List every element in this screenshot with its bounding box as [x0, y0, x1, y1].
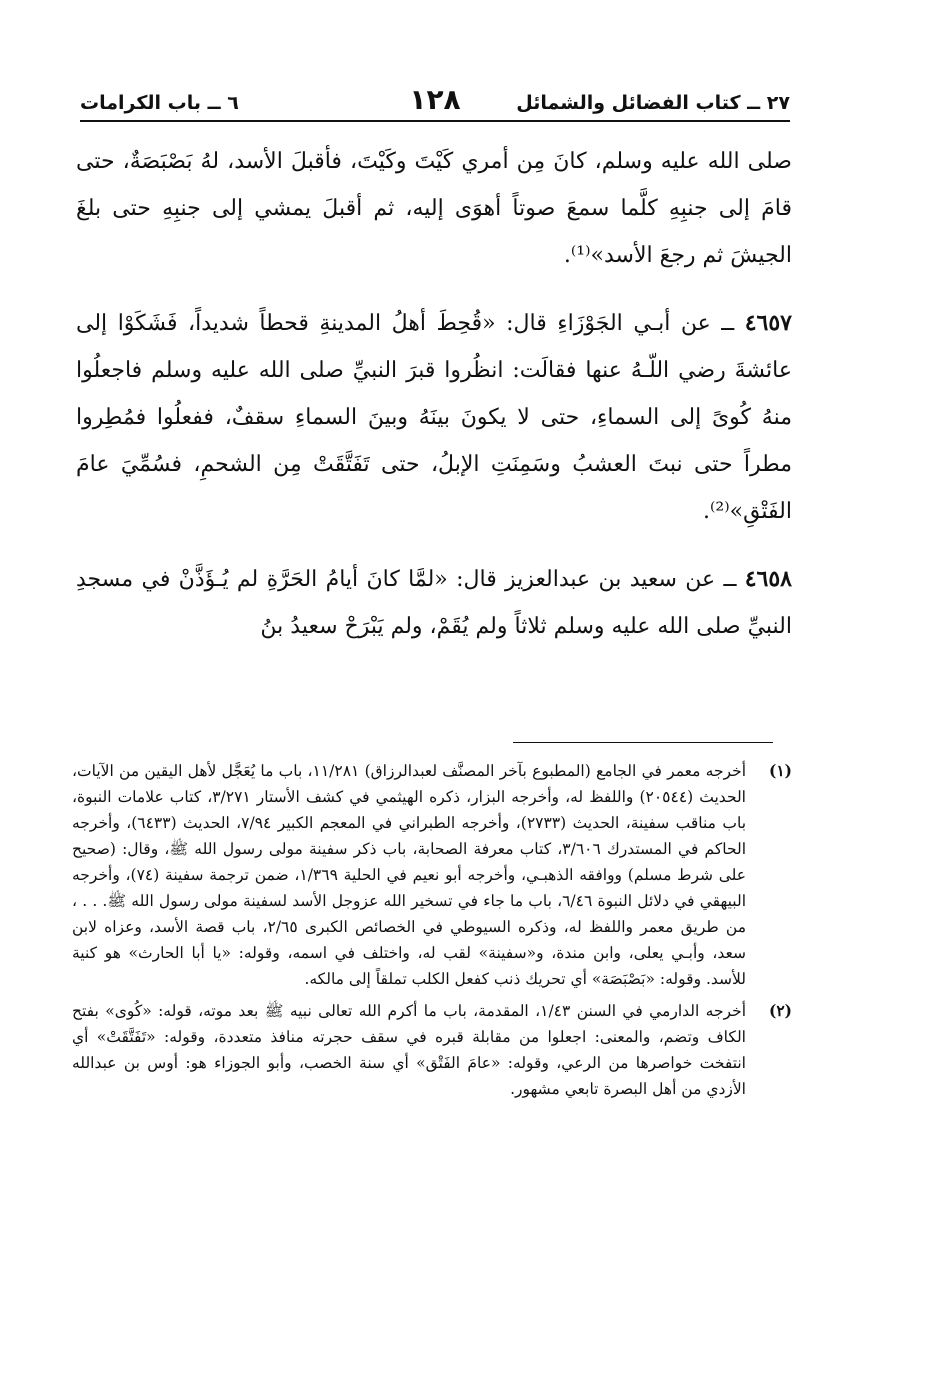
hadith-number: ٤٦٥٨	[744, 566, 792, 592]
chapter-title: ٢٧ ــ كتاب الفضائل والشمائل	[516, 92, 790, 114]
footnote-2	[72, 998, 792, 1102]
footnote-text: أخرجه معمر في الجامع (المطبوع بآخر المصنَّف لعبدالرزاق) ١١/٢٨١، باب ما يُعَجَّل لأهل اليقين من الآيات، الحديث (٢٠٥٤٤) واللفظ له، وأخرجه البزار، ذكره الهيثمي في كشف الأستار ٣/٢٧١، كتاب علامات النبوة، باب مناقب سفينة، الحديث (٢٧٣٣)، وأخرجه الطبراني في المعجم الكبير ٧/٩٤، الحديث (٦٤٣٣)، وأخرجه الحاكم في المستدرك ٣/٦٠٦، كتاب معرفة الصحابة، باب ذكر سفينة مولى رسول الله ﷺ، وقال: (صحيح على شرط مسلم) ووافقه الذهبـي، وأخرجه أبو نعيم في الحلية ١/٣٦٩، ضمن ترجمة سفينة (٧٤)، وأخرجه البيهقي في دلائل النبوة ٦/٤٦، باب ما جاء في تسخير الله عزوجل الأسد لسفينة مولى رسول الله ﷺ. . . ، من طريق معمر واللفظ له، وذكره السيوطي في الخصائص الكبرى ٢/٦٥، باب قصة الأسد، وعزاه لابن سعد، وأبـي يعلى، وابن مندة، و«سفينة» لقب له، واختلف في اسمه، وقوله: «يا أبا الحارث» هو كنية للأسد. وقوله: «بَصْبَصَة» أي تحريك ذنب كفعل الكلب تملقاً إلى مالكه.	[72, 762, 747, 988]
hadith-4657	[76, 300, 792, 535]
page-number: ١٢٨	[409, 83, 461, 116]
header-rule	[80, 120, 790, 122]
continuation-paragraph: صلى الله عليه وسلم، كانَ مِن أمري كَيْتَ وكَيْتَ، فأقبلَ الأسد، لهُ بَصْبَصَةٌ، حتى قامَ إلى جنبِهِ كلَّما سمعَ صوتاً أهوَى إليه، ثم أقبلَ يمشي إلى جنبِهِ حتى بلغَ الجيشَ ثم رجعَ الأسد»⁽¹⁾.	[76, 149, 792, 268]
hadith-4658	[76, 556, 792, 650]
main-text	[76, 138, 792, 650]
footnote-text: أخرجه الدارمي في السنن ١/٤٣، المقدمة، باب ما أكرم الله تعالى نبيه ﷺ بعد موته، قوله: «كُوى» بفتح الكاف وتضم، والمعنى: اجعلوا من مقابلة قبره في سقف حجرته منافذ متعددة، وقوله: «تَفَتَّقَتْ» أي انتفخت خواصرها من الرعي، وقوله: «عامَ الفَتْق» أي سنة الخصب، وأبو الجوزاء هو: أوس بن عبدالله الأزدي من أهل البصرة تابعي مشهور.	[72, 1002, 746, 1098]
footnote-marker: (٢)	[768, 1001, 792, 1020]
footnote-marker: (١)	[768, 761, 792, 780]
footnote-1	[72, 758, 792, 992]
footnotes	[72, 758, 792, 1108]
footnote-separator	[513, 742, 773, 743]
hadith-number: ٤٦٥٧	[744, 310, 792, 336]
page-header	[80, 78, 790, 114]
hadith-text: ــ عن سعيد بن عبدالعزيز قال: «لمَّا كانَ أيامُ الحَرَّةِ لم يُـؤَذَّنْ في مسجدِ النبيِّ صلى الله عليه وسلم ثلاثاً ولم يُقَمْ، ولم يَبْرَحْ سعيدُ بنُ	[76, 567, 792, 639]
hadith-text: ــ عن أبـي الجَوْزَاءِ قال: «قُحِطَ أهلُ المدينةِ قحطاً شديداً، فَشَكَوْا إلى عائشةَ رضي اللّـهُ عنها فقالَت: انظُروا قبرَ النبيِّ صلى الله عليه وسلم فاجعلُوا منهُ كُوىً إلى السماءِ، حتى لا يكونَ بينَهُ وبينَ السماءِ سقفٌ، ففعلُوا فمُطِروا مطراً حتى نبتَ العشبُ وسَمِنَتِ الإبلُ، حتى تَفَتَّقَتْ مِن الشحمِ، فسُمِّيَ عامَ الفَتْقِ»⁽²⁾.	[76, 311, 792, 524]
section-title: ٦ ــ باب الكرامات	[80, 92, 239, 114]
